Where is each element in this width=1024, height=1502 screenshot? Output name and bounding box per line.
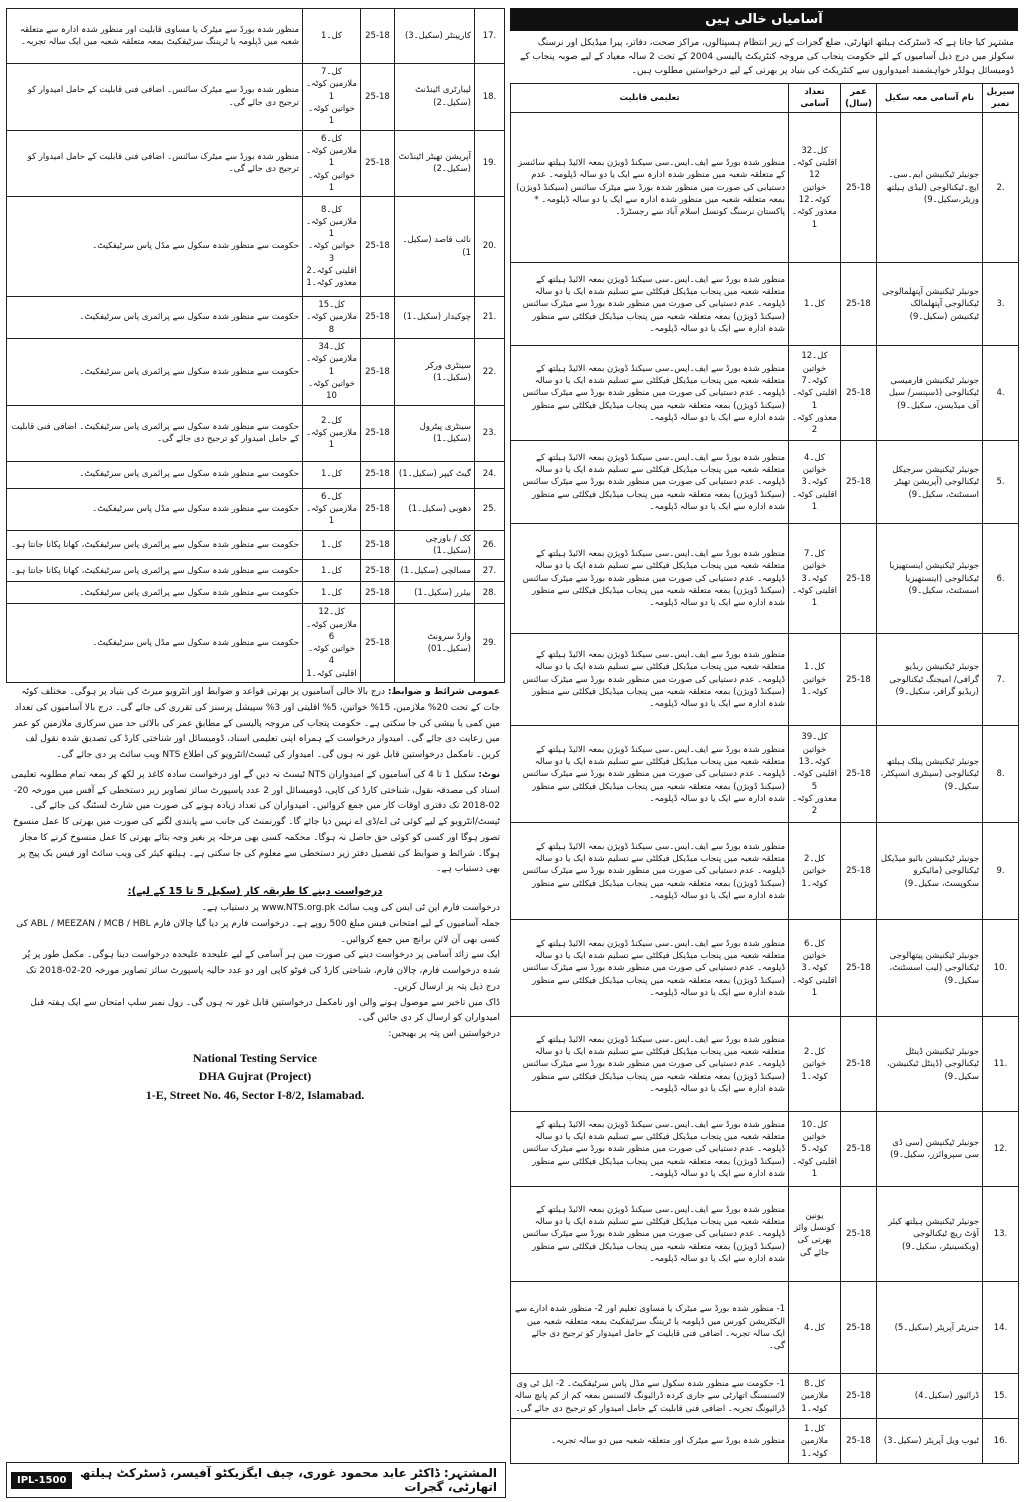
- serial-cell: 12.: [983, 1112, 1019, 1187]
- qualification-cell: حکومت سے منظور شدہ سکول سے پرائمری پاس سرٹیفکیٹ۔: [7, 461, 303, 488]
- quota-cell: کل۔15 ملازمین کوٹہ۔8: [303, 297, 361, 339]
- post-name-cell: جونیئر ٹیکنیشن بائیو میڈیکل ٹیکنالوجی (مائیکرو سکوپسٹ، سکیل۔9): [877, 823, 983, 920]
- table-row: [7, 405, 505, 461]
- note-text: سکیل 1 تا 4 کی آسامیوں کے امیدواران NTS ٹیسٹ نہ دیں گے اور درخواست سادہ کاغذ پر لکھ کر بمعہ تمام مطلوبہ تعلیمی اسناد کی مصدقہ نقول، شناختی کارڈ کی کاپی، ڈومیسائل اور 2 عدد پاسپورٹ سائز تصاویر زیر دستخطی کے آفس میں مورخہ 20-02-2018 تک دفتری اوقات کار میں جمع کروائیں۔ امیدواران کی تعداد زیادہ ہونے کی صورت میں شارٹ لسٹنگ کی جائے گی۔ ٹیسٹ/انٹرویو کے لیے کوئی ٹی اے/ڈی اے نہیں دیا جائے گا۔ گورنمنٹ کی جانب سے پابندی لگنے کی صورت میں بھرتی کا عمل منسوخ تصور ہوگا اور کسی کو کوئی حق حاصل نہ ہوگا۔ محکمہ کسی بھی مرحلہ پر بغیر وجہ بتائے بھرتی کا عمل منسوخ کرنے کا مجاز ہوگا۔ شرائط و ضوابط کی تفصیل دفتر زیر دستخطی سے معلوم کی جا سکتی ہے۔ ہیلتھ کیئر کی ویب سائٹ اور فیس بک پیج پر بھی دستیاب ہے۔: [11, 769, 500, 875]
- quota-cell: کل۔32 اقلیتی کوٹہ۔12 خواتین کوٹہ۔12 معذور کوٹہ۔1: [789, 113, 841, 263]
- vacancy-table-left-body: [7, 9, 505, 683]
- age-cell: 25-18: [841, 1112, 877, 1187]
- table-row: [511, 1187, 1019, 1282]
- quota-cell: کل۔12 ملازمین کوٹہ۔6 خواتین کوٹہ۔4 اقلیتی کوٹہ۔1: [303, 604, 361, 683]
- qualification-cell: منظور شدہ بورڈ سے ایف۔ایس۔سی سیکنڈ ڈویژن بمعہ الائیڈ ہیلتھ کے متعلقہ شعبہ میں پنجاب میڈیکل فیکلٹی سے تسلیم شدہ ایک یا دو سالہ ڈپلومہ۔ عدم دستیابی کی صورت میں منظور شدہ بورڈ سے میٹرک سائنس (سیکنڈ ڈویژن) بمعہ متعلقہ شعبہ میں پنجاب میڈیکل فیکلٹی سے منظور شدہ ادارہ سے ایک یا دو سالہ ڈپلومہ۔: [511, 441, 789, 524]
- table-row: [7, 339, 505, 406]
- general-terms-title: عمومی شرائط و ضوابط:: [387, 687, 500, 698]
- apply-line: ایک سے زائد آسامی پر درخواست دینے کی صورت میں ہر آسامی کے لیے علیحدہ علیحدہ درخواست دینا ہوگی۔ مکمل طور پر پُر شدہ درخواست فارم، چالان فارم، شناختی کارڈ کی فوٹو کاپی اور دو عدد حالیہ پاسپورٹ سائز تصاویر مورخہ 20-02-2018 تک درج ذیل پتہ پر ارسال کریں۔: [22, 950, 500, 992]
- post-name-cell: جونیئر ٹیکنیشن اینستھیزیا ٹیکنالوجی (اینستھیزیا اسسٹنٹ، سکیل۔9): [877, 524, 983, 634]
- qualification-cell: حکومت سے منظور شدہ سکول سے پرائمری پاس سرٹیفکیٹ۔ اضافی فنی قابلیت کے حامل امیدوار کو ترجیح دی جائے گی۔: [7, 405, 303, 461]
- qualification-cell: 1- منظور شدہ بورڈ سے میٹرک یا مساوی تعلیم اور 2- منظور شدہ ادارے سے الیکٹریشن کورس میں ڈپلومہ یا ٹریننگ سرٹیفکیٹ بمعہ متعلقہ شعبہ میں ایک سالہ تجربہ۔ اضافی فنی قابلیت کے حامل امیدوار کو ترجیح دی جائے گی۔: [511, 1282, 789, 1374]
- left-column: [6, 8, 504, 1105]
- post-name-cell: چوکیدار (سکیل۔1): [395, 297, 475, 339]
- qualification-cell: منظور شدہ بورڈ سے میٹرک سائنس۔ اضافی فنی قابلیت کے حامل امیدوار کو ترجیح دی جائے گی۔: [7, 64, 303, 131]
- apply-line: درخواست فارم این ٹی ایس کی ویب سائٹ www.NTS.org.pk پر دستیاب ہے۔: [201, 903, 500, 914]
- quota-cell: کل۔39 خواتین کوٹہ۔13 اقلیتی کوٹہ۔5 معذور کوٹہ۔2: [789, 726, 841, 823]
- general-terms-text: درج بالا خالی آسامیوں پر بھرتی قواعد و ضوابط اور انٹرویو میرٹ کی بنیاد پر ہوگی۔ مختلف کوٹہ جات کے تحت 20% ملازمین، 15% خواتین، 5% اقلیتی اور 3% سپیشل پرسنز کی تقرری کی جائے گی۔ درج بالا آسامیوں کی تعداد میں کمی یا بیشی کی جا سکتی ہے۔ حکومت پنجاب کی مروجہ پالیسی کے مطابق عمر کی بالائی حد میں سرکاری ملازمین کو عمر میں رعایت دی جائے گی۔ امیدوار درخواست کے ہمراہ اپنی تعلیمی اسناد، ڈومیسائل اور شناختی کارڈ کی تصدیق شدہ نقول لف کریں۔ نامکمل درخواستیں قابل غور نہ ہوں گی۔ امیدوار کی ٹیسٹ/انٹرویو کی اطلاع NTS ویب سائٹ پر دی جائے گی۔: [12, 687, 500, 761]
- quota-cell: کل۔1 خواتین کوٹہ۔1: [789, 634, 841, 726]
- qualification-cell: منظور شدہ بورڈ سے ایف۔ایس۔سی سیکنڈ ڈویژن بمعہ الائیڈ ہیلتھ کے متعلقہ شعبہ میں پنجاب میڈیکل فیکلٹی سے تسلیم شدہ ایک یا دو سالہ ڈپلومہ۔ عدم دستیابی کی صورت میں منظور شدہ بورڈ سے میٹرک سائنس (سیکنڈ ڈویژن) بمعہ متعلقہ شعبہ میں پنجاب میڈیکل فیکلٹی سے منظور شدہ ادارہ سے ایک یا دو سالہ ڈپلومہ۔: [511, 1187, 789, 1282]
- serial-cell: 10.: [983, 920, 1019, 1017]
- table-row: [7, 64, 505, 131]
- qualification-cell: منظور شدہ بورڈ سے ایف۔ایس۔سی سیکنڈ ڈویژن بمعہ الائیڈ ہیلتھ کے متعلقہ شعبہ میں پنجاب میڈیکل فیکلٹی سے تسلیم شدہ ایک یا دو سالہ ڈپلومہ۔ عدم دستیابی کی صورت میں منظور شدہ بورڈ سے میٹرک سائنس (سیکنڈ ڈویژن) بمعہ متعلقہ شعبہ میں پنجاب میڈیکل فیکلٹی سے منظور شدہ ادارہ سے ایک یا دو سالہ ڈپلومہ۔: [511, 823, 789, 920]
- table-row: [511, 726, 1019, 823]
- qualification-cell: حکومت سے منظور شدہ سکول سے پرائمری پاس سرٹیفکیٹ، کھانا پکانا جانتا ہو۔: [7, 530, 303, 560]
- qualification-cell: حکومت سے منظور شدہ سکول سے مڈل پاس سرٹیفکیٹ۔: [7, 604, 303, 683]
- table-row: [511, 1112, 1019, 1187]
- table-row: [511, 823, 1019, 920]
- qualification-cell: 1- حکومت سے منظور شدہ سکول سے مڈل پاس سرٹیفکیٹ۔ 2- ایل ٹی وی لائسنسنگ اتھارٹی سے جاری کردہ ڈرائیونگ لائسنس بمعہ کم از کم پانچ سالہ ڈرائیونگ تجربہ۔ اضافی فنی قابلیت کے حامل امیدوار کو ترجیح دی جائے گی۔: [511, 1374, 789, 1419]
- table-row: [7, 461, 505, 488]
- serial-cell: 26.: [475, 530, 505, 560]
- post-name-cell: بیئرر (سکیل۔1): [395, 582, 475, 604]
- serial-cell: 17.: [475, 9, 505, 64]
- post-name-cell: جونیئر ٹیکنیشن آپتھلمالوجی ٹیکنالوجی آپتھلمالک ٹیکنیشن (سکیل۔9): [877, 263, 983, 346]
- header-age: عمر (سال): [841, 83, 877, 113]
- header-post: نام آسامی معہ سکیل: [877, 83, 983, 113]
- qualification-cell: منظور شدہ بورڈ سے ایف۔ایس۔سی سیکنڈ ڈویژن بمعہ الائیڈ ہیلتھ کے متعلقہ شعبہ میں پنجاب میڈیکل فیکلٹی سے تسلیم شدہ ایک یا دو سالہ ڈپلومہ۔ عدم دستیابی کی صورت میں منظور شدہ بورڈ سے میٹرک سائنس (سیکنڈ ڈویژن) بمعہ متعلقہ شعبہ میں پنجاب میڈیکل فیکلٹی سے منظور شدہ ادارہ سے ایک یا دو سالہ ڈپلومہ۔: [511, 263, 789, 346]
- age-cell: 25-18: [841, 524, 877, 634]
- serial-cell: 24.: [475, 461, 505, 488]
- post-name-cell: مسالچی (سکیل۔1): [395, 560, 475, 582]
- serial-cell: 8.: [983, 726, 1019, 823]
- post-name-cell: جونیئر ٹیکنیشن ہیلتھ کیئر آؤٹ ریچ ٹیکنالوجی (ویکسینیٹر، سکیل۔9): [877, 1187, 983, 1282]
- serial-cell: 27.: [475, 560, 505, 582]
- apply-line: جملہ آسامیوں کے لیے امتحانی فیس مبلغ 500 روپے ہے۔ درخواست فارم پر دیا گیا چالان فارم ABL / MEEZAN / MCB / HBL کی کسی بھی آن لائن برانچ میں جمع کروائیں۔: [16, 918, 500, 945]
- age-cell: 25-18: [361, 560, 395, 582]
- table-row: [511, 524, 1019, 634]
- quota-cell: یونین کونسل وائز بھرتی کی جائے گی: [789, 1187, 841, 1282]
- qualification-cell: منظور شدہ بورڈ سے ایف۔ایس۔سی سیکنڈ ڈویژن بمعہ الائیڈ ہیلتھ سائنسز کے متعلقہ شعبہ میں منظور شدہ ادارہ سے ایک یا دو سالہ ڈپلومہ۔ عدم دستیابی کی صورت میں منظور شدہ بورڈ سے میٹرک سائنس (سیکنڈ ڈویژن) بمعہ متعلقہ شعبہ میں منظور شدہ ادارہ سے ایک یا دو سالہ ڈپلومہ۔ * پاکستان نرسنگ کونسل اسلام آباد سے رجسٹرڈ۔: [511, 113, 789, 263]
- post-name-cell: ٹیوب ویل آپریٹر (سکیل۔3): [877, 1419, 983, 1464]
- quota-cell: کل۔4 خواتین کوٹہ۔3 اقلیتی کوٹہ۔1: [789, 441, 841, 524]
- qualification-cell: حکومت سے منظور شدہ سکول سے پرائمری پاس سرٹیفکیٹ۔: [7, 582, 303, 604]
- serial-cell: 21.: [475, 297, 505, 339]
- serial-cell: 22.: [475, 339, 505, 406]
- serial-cell: 9.: [983, 823, 1019, 920]
- age-cell: 25-18: [361, 9, 395, 64]
- age-cell: 25-18: [841, 1187, 877, 1282]
- age-cell: 25-18: [841, 113, 877, 263]
- qualification-cell: منظور شدہ بورڈ سے ایف۔ایس۔سی سیکنڈ ڈویژن بمعہ الائیڈ ہیلتھ کے متعلقہ شعبہ میں پنجاب میڈیکل فیکلٹی سے تسلیم شدہ ایک یا دو سالہ ڈپلومہ۔ عدم دستیابی کی صورت میں منظور شدہ بورڈ سے میٹرک سائنس (سیکنڈ ڈویژن) بمعہ متعلقہ شعبہ میں پنجاب میڈیکل فیکلٹی سے منظور شدہ ادارہ سے ایک یا دو سالہ ڈپلومہ۔: [511, 1112, 789, 1187]
- qualification-cell: حکومت سے منظور شدہ سکول سے مڈل پاس سرٹیفکیٹ۔: [7, 488, 303, 530]
- post-name-cell: سینٹری ورکر (سکیل۔1): [395, 339, 475, 406]
- age-cell: 25-18: [841, 823, 877, 920]
- age-cell: 25-18: [841, 1419, 877, 1464]
- quota-cell: کل۔2 خواتین کوٹہ۔1: [789, 1017, 841, 1112]
- serial-cell: 3.: [983, 263, 1019, 346]
- vacancies-banner: آسامیاں خالی ہیں: [510, 8, 1018, 31]
- qualification-cell: منظور شدہ بورڈ سے میٹرک سائنس۔ اضافی فنی قابلیت کے حامل امیدوار کو ترجیح دی جائے گی۔: [7, 130, 303, 197]
- vacancy-table-right: [510, 83, 1019, 1465]
- table-row: [7, 604, 505, 683]
- age-cell: 25-18: [361, 297, 395, 339]
- quota-cell: کل۔1 ملازمین کوٹہ۔1: [789, 1419, 841, 1464]
- quota-cell: کل۔2 ملازمین کوٹہ۔1: [303, 405, 361, 461]
- table-row: [511, 113, 1019, 263]
- quota-cell: کل۔34 ملازمین کوٹہ۔1 خواتین کوٹہ۔10: [303, 339, 361, 406]
- apply-line: درخواستیں اس پتہ پر بھیجیں:: [388, 1029, 500, 1040]
- apply-line: ڈاک میں تاخیر سے موصول ہونے والی اور نامکمل درخواستیں قابل غور نہ ہوں گی۔ رول نمبر سلپ امتحان سے ایک ہفتہ قبل امیدواران کو ارسال کر دی جائیں گی۔: [30, 997, 500, 1024]
- post-name-cell: جونیئر ٹیکنیشن پیتھالوجی ٹیکنالوجی (لیب اسسٹنٹ، سکیل۔9): [877, 920, 983, 1017]
- age-cell: 25-18: [361, 64, 395, 131]
- address-line: DHA Gujrat (Project): [198, 1069, 312, 1084]
- qualification-cell: حکومت سے منظور شدہ سکول سے پرائمری پاس سرٹیفکیٹ۔: [7, 339, 303, 406]
- qualification-cell: منظور شدہ بورڈ سے ایف۔ایس۔سی سیکنڈ ڈویژن بمعہ الائیڈ ہیلتھ کے متعلقہ شعبہ میں پنجاب میڈیکل فیکلٹی سے تسلیم شدہ ایک یا دو سالہ ڈپلومہ۔ عدم دستیابی کی صورت میں منظور شدہ بورڈ سے میٹرک سائنس (سیکنڈ ڈویژن) بمعہ متعلقہ شعبہ میں پنجاب میڈیکل فیکلٹی سے منظور شدہ ادارہ سے ایک یا دو سالہ ڈپلومہ۔: [511, 524, 789, 634]
- serial-cell: 29.: [475, 604, 505, 683]
- advertiser-line: المشتہر: ڈاکٹر عابد محمود غوری، چیف ایگزیکٹو آفیسر، ڈسٹرکٹ ہیلتھ اتھارٹی، گجرات: [80, 1466, 497, 1494]
- table-row: [511, 1419, 1019, 1464]
- post-name-cell: کارپینٹر (سکیل۔3): [395, 9, 475, 64]
- post-name-cell: نائب قاصد (سکیل۔1): [395, 197, 475, 297]
- age-cell: 25-18: [841, 1374, 877, 1419]
- table-row: [7, 582, 505, 604]
- quota-cell: کل۔6 ملازمین کوٹہ۔1: [303, 488, 361, 530]
- qualification-cell: منظور شدہ بورڈ سے ایف۔ایس۔سی سیکنڈ ڈویژن بمعہ الائیڈ ہیلتھ کے متعلقہ شعبہ میں پنجاب میڈیکل فیکلٹی سے تسلیم شدہ ایک یا دو سالہ ڈپلومہ۔ عدم دستیابی کی صورت میں منظور شدہ بورڈ سے میٹرک سائنس (سیکنڈ ڈویژن) بمعہ متعلقہ شعبہ میں پنجاب میڈیکل فیکلٹی سے منظور شدہ ادارہ سے ایک یا دو سالہ ڈپلومہ۔: [511, 634, 789, 726]
- serial-cell: 19.: [475, 130, 505, 197]
- post-name-cell: جنریٹر آپریٹر (سکیل۔5): [877, 1282, 983, 1374]
- table-row: [511, 1282, 1019, 1374]
- header-count: تعداد آسامی: [789, 83, 841, 113]
- post-name-cell: سینٹری پیٹرول (سکیل۔1): [395, 405, 475, 461]
- table-row: [511, 920, 1019, 1017]
- serial-cell: 20.: [475, 197, 505, 297]
- table-row: [7, 560, 505, 582]
- serial-cell: 25.: [475, 488, 505, 530]
- post-name-cell: جونیئر ٹیکنیشن سرجیکل ٹیکنالوجی (آپریشن تھیٹر اسسٹنٹ، سکیل۔9): [877, 441, 983, 524]
- age-cell: 25-18: [361, 130, 395, 197]
- age-cell: 25-18: [841, 1017, 877, 1112]
- post-name-cell: جونیئر ٹیکنیشن ڈینٹل ٹیکنالوجی (ڈینٹل ٹیکنیشن، سکیل۔9): [877, 1017, 983, 1112]
- qualification-cell: حکومت سے منظور شدہ سکول سے پرائمری پاس سرٹیفکیٹ۔: [7, 297, 303, 339]
- table-row: [511, 1374, 1019, 1419]
- vacancy-table-right-body: [511, 113, 1019, 1464]
- qualification-cell: منظور شدہ بورڈ سے ایف۔ایس۔سی سیکنڈ ڈویژن بمعہ الائیڈ ہیلتھ کے متعلقہ شعبہ میں پنجاب میڈیکل فیکلٹی سے تسلیم شدہ ایک یا دو سالہ ڈپلومہ۔ عدم دستیابی کی صورت میں منظور شدہ بورڈ سے میٹرک سائنس (سیکنڈ ڈویژن) بمعہ متعلقہ شعبہ میں پنجاب میڈیکل فیکلٹی سے منظور شدہ ادارہ سے ایک یا دو سالہ ڈپلومہ۔: [511, 726, 789, 823]
- quota-cell: کل۔8 ملازمین کوٹہ۔1 خواتین کوٹہ۔3 اقلیتی کوٹہ۔2 معذور کوٹہ۔1: [303, 197, 361, 297]
- footer-bar: [6, 1462, 506, 1498]
- serial-cell: 11.: [983, 1017, 1019, 1112]
- age-cell: 25-18: [841, 441, 877, 524]
- post-name-cell: جونیئر ٹیکنیشن (سی ڈی سی سپروائزر، سکیل۔9): [877, 1112, 983, 1187]
- serial-cell: 2.: [983, 113, 1019, 263]
- vacancy-table-left: [6, 8, 505, 683]
- ipl-code: IPL-1500: [11, 1472, 72, 1489]
- serial-cell: 4.: [983, 346, 1019, 441]
- note-section: [6, 766, 504, 880]
- quota-cell: کل۔1: [789, 263, 841, 346]
- post-name-cell: وارڈ سرونٹ (سکیل۔01): [395, 604, 475, 683]
- post-name-cell: جونیئر ٹیکنیشن ایم۔سی۔ایچ۔ٹیکنالوجی (لیڈی ہیلتھ وزیٹر،سکیل۔9): [877, 113, 983, 263]
- age-cell: 25-18: [361, 461, 395, 488]
- quota-cell: کل۔12 خواتین کوٹہ۔7 اقلیتی کوٹہ۔1 معذور کوٹہ۔2: [789, 346, 841, 441]
- quota-cell: کل۔1: [303, 560, 361, 582]
- qualification-cell: منظور شدہ بورڈ سے ایف۔ایس۔سی سیکنڈ ڈویژن بمعہ الائیڈ ہیلتھ کے متعلقہ شعبہ میں پنجاب میڈیکل فیکلٹی سے تسلیم شدہ ایک یا دو سالہ ڈپلومہ۔ عدم دستیابی کی صورت میں منظور شدہ بورڈ سے میٹرک سائنس (سیکنڈ ڈویژن) بمعہ متعلقہ شعبہ میں پنجاب میڈیکل فیکلٹی سے منظور شدہ ادارہ سے ایک یا دو سالہ ڈپلومہ۔: [511, 346, 789, 441]
- general-terms: [6, 683, 504, 766]
- post-name-cell: کک / باورچی (سکیل۔1): [395, 530, 475, 560]
- post-name-cell: ڈرائیور (سکیل۔4): [877, 1374, 983, 1419]
- age-cell: 25-18: [361, 339, 395, 406]
- qualification-cell: منظور شدہ بورڈ سے میٹرک اور متعلقہ شعبہ میں دو سالہ تجربہ۔: [511, 1419, 789, 1464]
- post-name-cell: جونیئر ٹیکنیشن فارمیسی ٹیکنالوجی (ڈسپنسر/ سیل آف میڈیسن، سکیل۔9): [877, 346, 983, 441]
- post-name-cell: آپریشن تھیٹر اٹینڈنٹ (سکیل۔2): [395, 130, 475, 197]
- quota-cell: کل۔6 خواتین کوٹہ۔3 اقلیتی کوٹہ۔1: [789, 920, 841, 1017]
- qualification-cell: منظور شدہ بورڈ سے ایف۔ایس۔سی سیکنڈ ڈویژن بمعہ الائیڈ ہیلتھ کے متعلقہ شعبہ میں پنجاب میڈیکل فیکلٹی سے تسلیم شدہ ایک یا دو سالہ ڈپلومہ۔ عدم دستیابی کی صورت میں منظور شدہ بورڈ سے میٹرک سائنس (سیکنڈ ڈویژن) بمعہ متعلقہ شعبہ میں پنجاب میڈیکل فیکلٹی سے منظور شدہ ادارہ سے ایک یا دو سالہ ڈپلومہ۔: [511, 1017, 789, 1112]
- quota-cell: کل۔1: [303, 530, 361, 560]
- quota-cell: کل۔10 خواتین کوٹہ۔5 اقلیتی کوٹہ۔1: [789, 1112, 841, 1187]
- quota-cell: کل۔6 ملازمین کوٹہ۔1 خواتین کوٹہ۔1: [303, 130, 361, 197]
- apply-section: [6, 899, 504, 1045]
- address-line: National Testing Service: [192, 1050, 317, 1065]
- table-row: [511, 1017, 1019, 1112]
- post-name-cell: جونیئر ٹیکنیشن پبلک ہیلتھ ٹیکنالوجی (سینٹری انسپکٹر، سکیل۔9): [877, 726, 983, 823]
- qualification-cell: منظور شدہ بورڈ سے ایف۔ایس۔سی سیکنڈ ڈویژن بمعہ الائیڈ ہیلتھ کے متعلقہ شعبہ میں پنجاب میڈیکل فیکلٹی سے تسلیم شدہ ایک یا دو سالہ ڈپلومہ۔ عدم دستیابی کی صورت میں منظور شدہ بورڈ سے میٹرک سائنس (سیکنڈ ڈویژن) بمعہ متعلقہ شعبہ میں پنجاب میڈیکل فیکلٹی سے منظور شدہ ادارہ سے ایک یا دو سالہ ڈپلومہ۔: [511, 920, 789, 1017]
- header-serial: سیریل نمبر: [983, 83, 1019, 113]
- nts-address: [6, 1049, 504, 1105]
- age-cell: 25-18: [841, 263, 877, 346]
- quota-cell: کل۔7 ملازمین کوٹہ۔1 خواتین کوٹہ۔1: [303, 64, 361, 131]
- age-cell: 25-18: [841, 726, 877, 823]
- quota-cell: کل۔7 خواتین کوٹہ۔3 اقلیتی کوٹہ۔1: [789, 524, 841, 634]
- quota-cell: کل۔4: [789, 1282, 841, 1374]
- age-cell: 25-18: [841, 920, 877, 1017]
- age-cell: 25-18: [361, 197, 395, 297]
- quota-cell: کل۔8 ملازمین کوٹہ۔1: [789, 1374, 841, 1419]
- serial-cell: 7.: [983, 634, 1019, 726]
- post-name-cell: گیٹ کیپر (سکیل۔1): [395, 461, 475, 488]
- age-cell: 25-18: [361, 488, 395, 530]
- age-cell: 25-18: [841, 346, 877, 441]
- table-header-row: [511, 83, 1019, 113]
- age-cell: 25-18: [361, 604, 395, 683]
- table-row: [511, 441, 1019, 524]
- serial-cell: 16.: [983, 1419, 1019, 1464]
- post-name-cell: جونیئر ٹیکنیشن ریڈیو گرافی/ امیجنگ ٹیکنالوجی (ریڈیو گرافر، سکیل۔9): [877, 634, 983, 726]
- serial-cell: 13.: [983, 1187, 1019, 1282]
- note-title: نوٹ:: [478, 769, 500, 780]
- qualification-cell: حکومت سے منظور شدہ سکول سے پرائمری پاس سرٹیفکیٹ، کھانا پکانا جانتا ہو۔: [7, 560, 303, 582]
- age-cell: 25-18: [361, 582, 395, 604]
- post-name-cell: دھوبی (سکیل۔1): [395, 488, 475, 530]
- table-row: [7, 197, 505, 297]
- table-row: [511, 263, 1019, 346]
- table-row: [7, 530, 505, 560]
- post-name-cell: لیبارٹری اٹینڈنٹ (سکیل۔2): [395, 64, 475, 131]
- age-cell: 25-18: [841, 634, 877, 726]
- intro-text: مشتہر کیا جاتا ہے کہ ڈسٹرکٹ ہیلتھ اتھارٹی، ضلع گجرات کے زیر انتظام ہسپتالوں، مراکز صحت، دفاتر، پیرا میڈیکل اور نرسنگ سکولز میں درج ذیل آسامیوں کے لئے حکومت پنجاب کی مروجہ کنٹریکٹ پالیسی 2004 کے تحت 2 سالہ معیاد کے لیے صوبہ پنجاب کے ڈومیسائل ہولڈر خواہشمند امیدواروں سے کنٹریکٹ کی بنیاد پر بھرتی کے لیے درخواستیں مطلوب ہیں۔: [520, 38, 1014, 76]
- age-cell: 25-18: [841, 1282, 877, 1374]
- age-cell: 25-18: [361, 405, 395, 461]
- serial-cell: 14.: [983, 1282, 1019, 1374]
- serial-cell: 6.: [983, 524, 1019, 634]
- qualification-cell: منظور شدہ بورڈ سے میٹرک یا مساوی قابلیت اور منظور شدہ ادارہ سے متعلقہ شعبہ میں ڈپلومہ یا ٹریننگ سرٹیفکیٹ بمعہ متعلقہ شعبہ میں ایک سالہ تجربہ۔: [7, 9, 303, 64]
- quota-cell: کل۔1: [303, 461, 361, 488]
- table-row: [7, 130, 505, 197]
- address-line: 1-E, Street No. 46, Sector I-8/2, Islamabad.: [145, 1088, 365, 1102]
- table-row: [511, 634, 1019, 726]
- serial-cell: 28.: [475, 582, 505, 604]
- serial-cell: 15.: [983, 1374, 1019, 1419]
- table-row: [7, 9, 505, 64]
- table-row: [7, 488, 505, 530]
- serial-cell: 23.: [475, 405, 505, 461]
- quota-cell: کل۔1: [303, 582, 361, 604]
- table-row: [7, 297, 505, 339]
- quota-cell: کل۔1: [303, 9, 361, 64]
- age-cell: 25-18: [361, 530, 395, 560]
- header-qualification: تعلیمی قابلیت: [511, 83, 789, 113]
- qualification-cell: حکومت سے منظور شدہ سکول سے مڈل پاس سرٹیفکیٹ۔: [7, 197, 303, 297]
- apply-title: درخواست دینے کا طریقہ کار (سکیل 5 تا 15 کے لیے):: [127, 886, 383, 898]
- table-row: [511, 346, 1019, 441]
- serial-cell: 5.: [983, 441, 1019, 524]
- right-column: [510, 8, 1018, 1464]
- quota-cell: کل۔2 خواتین کوٹہ۔1: [789, 823, 841, 920]
- serial-cell: 18.: [475, 64, 505, 131]
